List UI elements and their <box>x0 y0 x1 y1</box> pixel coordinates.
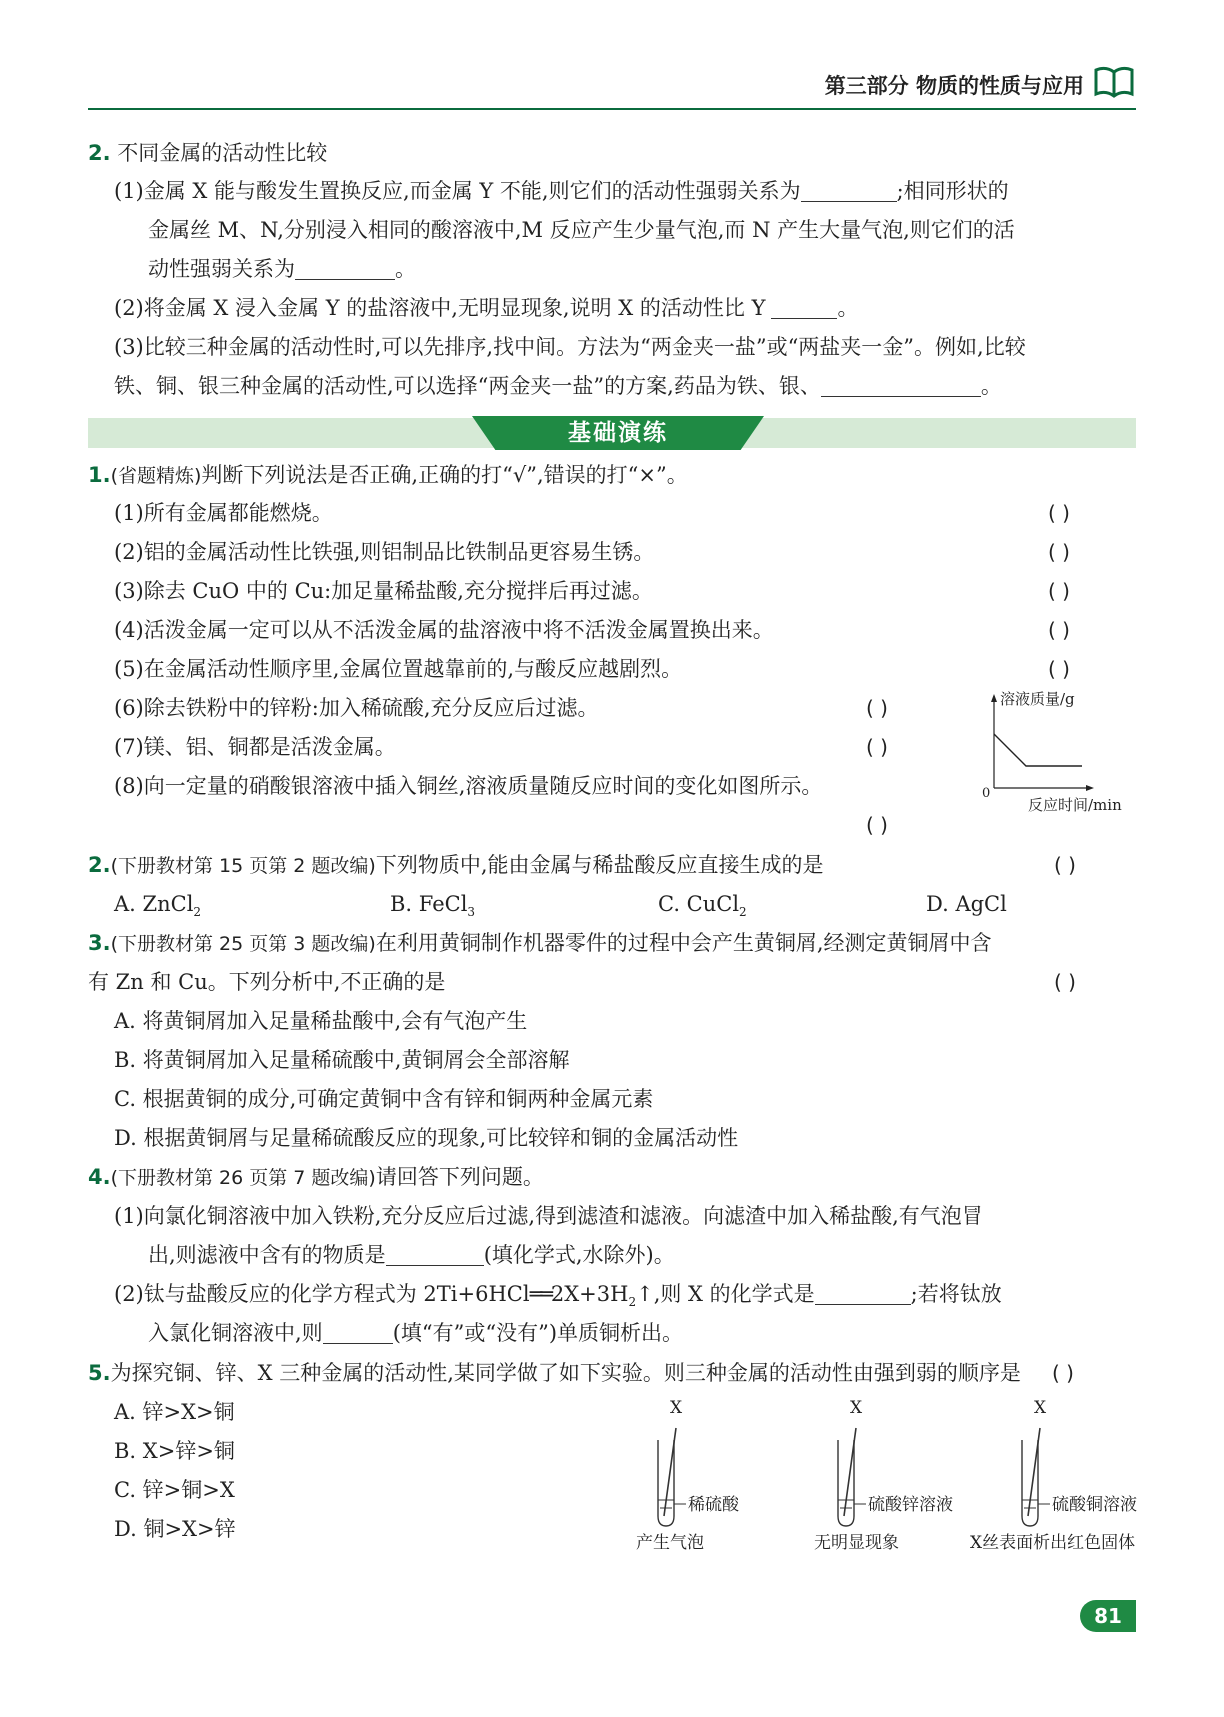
test-tube-2 <box>816 1398 986 1588</box>
header-rule <box>88 108 1136 110</box>
q4-source: (下册教材第 26 页第 7 题改编) <box>110 1167 376 1189</box>
intro-line-4b: 。 <box>837 296 859 320</box>
intro-number: 2. <box>88 141 111 165</box>
q2-option-a[interactable] <box>114 889 201 927</box>
page-number: 81 <box>1094 1604 1122 1628</box>
q5-stem: 为探究铜、锌、X 三种金属的活动性,某同学做了如下实验。则三种金属的活动性由强到弱的顺序是 <box>110 1361 1021 1385</box>
q1-number: 1. <box>88 463 111 487</box>
q5-number: 5. <box>88 1361 111 1385</box>
answer-parentheses[interactable]: ( ) <box>1052 1361 1074 1385</box>
tube-solution-label: 硫酸铜溶液 <box>1052 1495 1137 1515</box>
option-text: C. CuCl <box>658 892 740 916</box>
graph-curve <box>994 734 1082 766</box>
q1-item-3: (3)除去 CuO 中的 Cu:加足量稀盐酸,充分搅拌后再过滤。 <box>114 579 653 603</box>
q4-line-3b: 2X+3H <box>550 1282 629 1306</box>
answer-blank[interactable] <box>323 1321 393 1344</box>
option-subscript: 3 <box>467 905 476 920</box>
tube-result-label: 产生气泡 <box>636 1533 704 1553</box>
answer-blank[interactable] <box>815 1282 911 1305</box>
q1-item-8: (8)向一定量的硝酸银溶液中插入铜丝,溶液质量随反应时间的变化如图所示。 <box>114 774 823 798</box>
intro-section <box>88 138 1136 408</box>
tube-metal-label: X <box>850 1398 863 1418</box>
tube-metal-label: X <box>1034 1398 1047 1418</box>
intro-line-1: (1)金属 X 能与酸发生置换反应,而金属 Y 不能,则它们的活动性强弱关系为 <box>114 179 801 203</box>
answer-parentheses[interactable]: ( ) <box>866 735 888 759</box>
q3-number: 3. <box>88 931 111 955</box>
q4-number: 4. <box>88 1165 111 1189</box>
q5-option-b[interactable]: B. X>锌>铜 <box>114 1439 235 1463</box>
open-book-icon <box>1092 64 1136 100</box>
q2-option-d[interactable] <box>926 889 1007 919</box>
test-tube-icon <box>1000 1420 1140 1540</box>
tube-result-label: 无明显现象 <box>814 1533 899 1553</box>
q1-item-1: (1)所有金属都能燃烧。 <box>114 501 333 525</box>
test-tube-1 <box>636 1398 776 1588</box>
q4-line-3a: (2)钛与盐酸反应的化学方程式为 2Ti+6HCl <box>114 1282 530 1306</box>
option-subscript: 2 <box>739 905 747 920</box>
answer-parentheses[interactable]: ( ) <box>1054 853 1076 877</box>
q4-line-4b: (填“有”或“没有”)单质铜析出。 <box>392 1321 684 1345</box>
q2-number: 2. <box>88 853 111 877</box>
intro-line-6: 铁、铜、银三种金属的活动性,可以选择“两金夹一盐”的方案,药品为铁、银、 <box>114 374 821 398</box>
section-banner <box>88 418 1136 448</box>
graph-y-label: 溶液质量/g <box>1000 690 1075 708</box>
answer-parentheses[interactable]: ( ) <box>1048 657 1070 681</box>
q2-source: (下册教材第 15 页第 2 题改编) <box>110 855 376 877</box>
tube-metal-label: X <box>670 1398 683 1418</box>
graph-origin-label: 0 <box>982 786 991 801</box>
tube-result-label: X丝表面析出红色固体 <box>970 1533 1136 1553</box>
q4-line-3d: ;若将钛放 <box>910 1282 1002 1306</box>
q2-option-b[interactable] <box>390 889 475 927</box>
intro-line-6b: 。 <box>980 374 1002 398</box>
page-number-badge <box>1080 1600 1136 1632</box>
q4-stem: 请回答下列问题。 <box>375 1165 544 1189</box>
q4-line-3c: ↑,则 X 的化学式是 <box>636 1282 815 1306</box>
test-tube-3 <box>970 1398 1180 1588</box>
answer-blank[interactable] <box>821 374 981 397</box>
test-tube-icon <box>816 1420 956 1540</box>
q1-source: (省题精炼) <box>110 465 202 487</box>
option-text: A. ZnCl <box>114 892 194 916</box>
option-text: B. FeCl <box>390 892 468 916</box>
intro-line-5: (3)比较三种金属的活动性时,可以先排序,找中间。方法为“两金夹一盐”或“两盐夹一金”。例如,比较 <box>114 335 1026 359</box>
q3-stem-1: 在利用黄铜制作机器零件的过程中会产生黄铜屑,经测定黄铜屑中含 <box>375 931 992 955</box>
q3-option-a[interactable]: A. 将黄铜屑加入足量稀盐酸中,会有气泡产生 <box>114 1009 528 1033</box>
equals-sign: ══ <box>529 1282 551 1306</box>
answer-blank[interactable] <box>801 179 897 202</box>
question-4 <box>88 1162 1136 1352</box>
h2-subscript: 2 <box>628 1295 637 1310</box>
intro-line-4: (2)将金属 X 浸入金属 Y 的盐溶液中,无明显现象,说明 X 的活动性比 Y <box>114 296 766 320</box>
q4-line-2b: (填化学式,水除外)。 <box>483 1243 675 1267</box>
q3-source: (下册教材第 25 页第 3 题改编) <box>110 933 376 955</box>
intro-line-3: 动性强弱关系为 <box>148 257 295 281</box>
question-2 <box>88 850 1136 930</box>
q5-option-a[interactable]: A. 锌>X>铜 <box>114 1400 235 1424</box>
question-3 <box>88 928 1136 1158</box>
q3-option-d[interactable]: D. 根据黄铜屑与足量稀硫酸反应的现象,可比较锌和铜的金属活动性 <box>114 1126 739 1150</box>
intro-title: 不同金属的活动性比较 <box>117 141 328 165</box>
answer-parentheses[interactable]: ( ) <box>1048 501 1070 525</box>
answer-blank[interactable] <box>295 257 395 280</box>
question-1 <box>88 460 1136 840</box>
answer-parentheses[interactable]: ( ) <box>866 813 888 837</box>
answer-blank[interactable] <box>771 296 837 319</box>
q2-stem: 下列物质中,能由金属与稀盐酸反应直接生成的是 <box>375 853 824 877</box>
q1-item-2: (2)铝的金属活动性比铁强,则铝制品比铁制品更容易生锈。 <box>114 540 655 564</box>
q3-option-c[interactable]: C. 根据黄铜的成分,可确定黄铜中含有锌和铜两种金属元素 <box>114 1087 654 1111</box>
header-title: 第三部分 物质的性质与应用 <box>824 74 1084 98</box>
q4-line-4: 入氯化铜溶液中,则 <box>148 1321 323 1345</box>
tube-solution-label: 硫酸锌溶液 <box>868 1495 953 1515</box>
q1-item-6: (6)除去铁粉中的锌粉:加入稀硫酸,充分反应后过滤。 <box>114 696 599 720</box>
q3-stem-2: 有 Zn 和 Cu。下列分析中,不正确的是 <box>88 970 446 994</box>
option-text: D. AgCl <box>926 892 1007 916</box>
q1-item-4: (4)活泼金属一定可以从不活泼金属的盐溶液中将不活泼金属置换出来。 <box>114 618 774 642</box>
answer-parentheses[interactable]: ( ) <box>1048 540 1070 564</box>
answer-parentheses[interactable]: ( ) <box>866 696 888 720</box>
q3-option-b[interactable]: B. 将黄铜屑加入足量稀硫酸中,黄铜屑会全部溶解 <box>114 1048 570 1072</box>
intro-line-3b: 。 <box>395 257 416 281</box>
intro-line-2: 金属丝 M、N,分别浸入相同的酸溶液中,M 反应产生少量气泡,而 N 产生大量气泡,则它们的活 <box>148 218 1015 242</box>
page-header <box>88 60 1136 110</box>
q2-option-c[interactable] <box>658 889 747 927</box>
intro-line-1b: ;相同形状的 <box>896 179 1009 203</box>
q5-option-c[interactable]: C. 锌>铜>X <box>114 1478 235 1502</box>
q4-line-2: 出,则滤液中含有的物质是 <box>148 1243 386 1267</box>
answer-parentheses[interactable]: ( ) <box>1054 970 1076 994</box>
answer-parentheses[interactable]: ( ) <box>1048 618 1070 642</box>
q5-option-d[interactable]: D. 铜>X>锌 <box>114 1517 236 1541</box>
option-subscript: 2 <box>193 905 202 920</box>
test-tube-icon <box>636 1420 776 1540</box>
graph-x-label: 反应时间/min <box>1028 796 1122 814</box>
solution-mass-graph <box>982 692 1136 812</box>
q4-line-1: (1)向氯化铜溶液中加入铁粉,充分反应后过滤,得到滤渣和滤液。向滤渣中加入稀盐酸,有气泡冒 <box>114 1204 983 1228</box>
q1-item-7: (7)镁、铝、铜都是活泼金属。 <box>114 735 396 759</box>
tube-solution-label: 稀硫酸 <box>688 1495 739 1515</box>
question-5 <box>88 1358 1136 1588</box>
q1-item-5: (5)在金属活动性顺序里,金属位置越靠前的,与酸反应越剧烈。 <box>114 657 683 681</box>
q1-stem: 判断下列说法是否正确,正确的打“√”,错误的打“×”。 <box>201 463 688 487</box>
section-title: 基础演练 <box>568 420 668 446</box>
answer-parentheses[interactable]: ( ) <box>1048 579 1070 603</box>
answer-blank[interactable] <box>386 1243 484 1266</box>
